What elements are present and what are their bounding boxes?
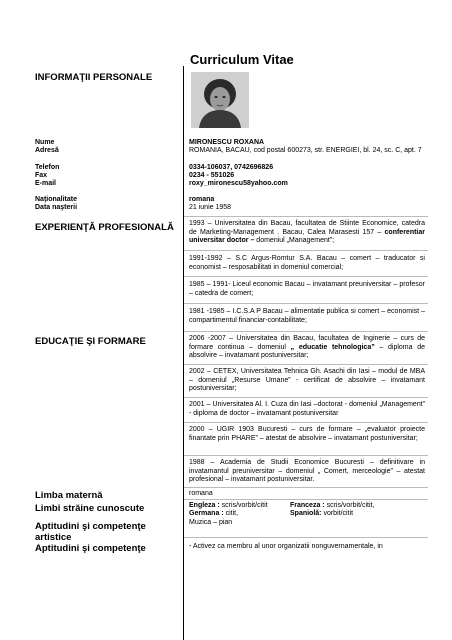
column-divider	[183, 66, 184, 640]
separator	[184, 250, 428, 251]
personal-info-heading: INFORMAŢII PERSONALE	[35, 72, 153, 83]
email-value[interactable]: roxy_mironescu58yahoo.com	[189, 180, 288, 187]
phone-value: 0334-106037, 0742696826	[189, 164, 274, 171]
cv-title: Curriculum Vitae	[190, 52, 294, 67]
nationality-label: Naţionalitate	[35, 196, 78, 203]
separator	[184, 537, 428, 538]
separator	[184, 397, 428, 398]
language-german: Germana : citit,	[189, 510, 239, 517]
education-item: 2002 – CETEX, Universitatea Tehnica Gh. Asachi din Iasi – modul de MBA – domeniul „Resurse Umane” - certificat de absolvire – invatamant postuniversitar;	[189, 368, 425, 392]
address-label: Adresă	[35, 147, 59, 154]
separator	[184, 364, 428, 365]
birthdate-label: Data naşterii	[35, 204, 78, 211]
phone-label: Telefon	[35, 164, 60, 171]
birthdate-value: 21 iunie 1958	[189, 204, 232, 211]
education-item: 2000 – UGIR 1903 Bucuresti – curs de formare – „evaluator proiecte finantate prin PHARE” – atestat de absolvire – invatamant postuniversitar;	[189, 426, 425, 442]
artistic-skills-value: Muzica – pian	[189, 519, 233, 526]
education-item: 1988 – Academia de Studii Economice Bucuresti – definitivare in invatamantul preuniversitar – domeniul „ Comert, merceologie” – atestat profesional – invatamant postuniversitar.	[189, 459, 425, 483]
artistic-skills-label: Aptitudini şi competenţe artistice	[35, 521, 146, 543]
experience-heading: EXPERIENŢĂ PROFESIONALĂ	[35, 222, 174, 233]
language-french: Franceza : scris/vorbit/citit,	[290, 502, 375, 509]
email-label: E-mail	[35, 180, 57, 187]
separator	[184, 331, 428, 332]
name-value: MIRONESCU ROXANA	[189, 139, 265, 146]
foreign-languages-label: Limbi străine cunoscute	[35, 503, 145, 514]
separator	[184, 455, 428, 456]
experience-item: 1991-1992 – S.C Argus-Romtur S.A. Bacau – comert – traducator si economist – resposabilitati in domeniul comercial;	[189, 255, 425, 271]
education-heading: EDUCAŢIE ŞI FORMARE	[35, 336, 146, 347]
education-item: 2001 – Universitatea Al. I. Cuza din Iasi –doctorat - domeniul „Management” - diploma de doctor – invatamant postuniversitar	[189, 401, 425, 417]
experience-item: 1985 – 1991- Liceul economic Bacau – invatamant preuniversitar – profesor – catedra de comert;	[189, 281, 425, 297]
fax-value: 0234 - 551026	[189, 172, 235, 179]
separator	[184, 499, 428, 500]
mother-tongue-value: romana	[189, 490, 213, 497]
language-spanish: Spaniolă: vorbit/citit	[290, 510, 354, 517]
address-value: ROMANIA, BACAU, cod postal 600273, str. ENERGIEI, bl. 24, sc. C, apt. 7	[189, 147, 422, 154]
education-item: 2006 -2007 – Universitatea din Bacau, facultatea de Inginerie – curs de formare continua – domeniul „ educatie tehnologica” – diploma de absolvire – invatamant postuniversitar;	[189, 335, 425, 359]
skills-value: - Activez ca membru al unor organizatii nonguvernamentale, in	[189, 543, 383, 550]
nationality-value: romana	[189, 196, 215, 203]
name-label: Nume	[35, 139, 55, 146]
separator	[184, 276, 428, 277]
profile-photo	[191, 72, 249, 128]
skills-label: Aptitudini şi competenţe	[35, 543, 146, 554]
experience-item: 1993 – Universitatea din Bacau, facultatea de Stiinte Economice, catedra de Marketing-Management . Bacau, Calea Marasesti 157 – conferentiar universitar doctor – domeniul „Management”;	[189, 220, 425, 244]
separator	[184, 487, 428, 488]
portrait-image	[191, 72, 249, 128]
separator	[184, 216, 428, 217]
fax-label: Fax	[35, 172, 48, 179]
language-english: Engleza : scris/vorbit/citit	[189, 502, 268, 509]
separator	[184, 422, 428, 423]
separator	[184, 303, 428, 304]
mother-tongue-label: Limba maternă	[35, 490, 103, 501]
experience-item: 1981 -1985 – I.C.S.A P Bacau – alimentatie publica si comert – economist – compartimentul financiar-contabilitate;	[189, 308, 425, 324]
